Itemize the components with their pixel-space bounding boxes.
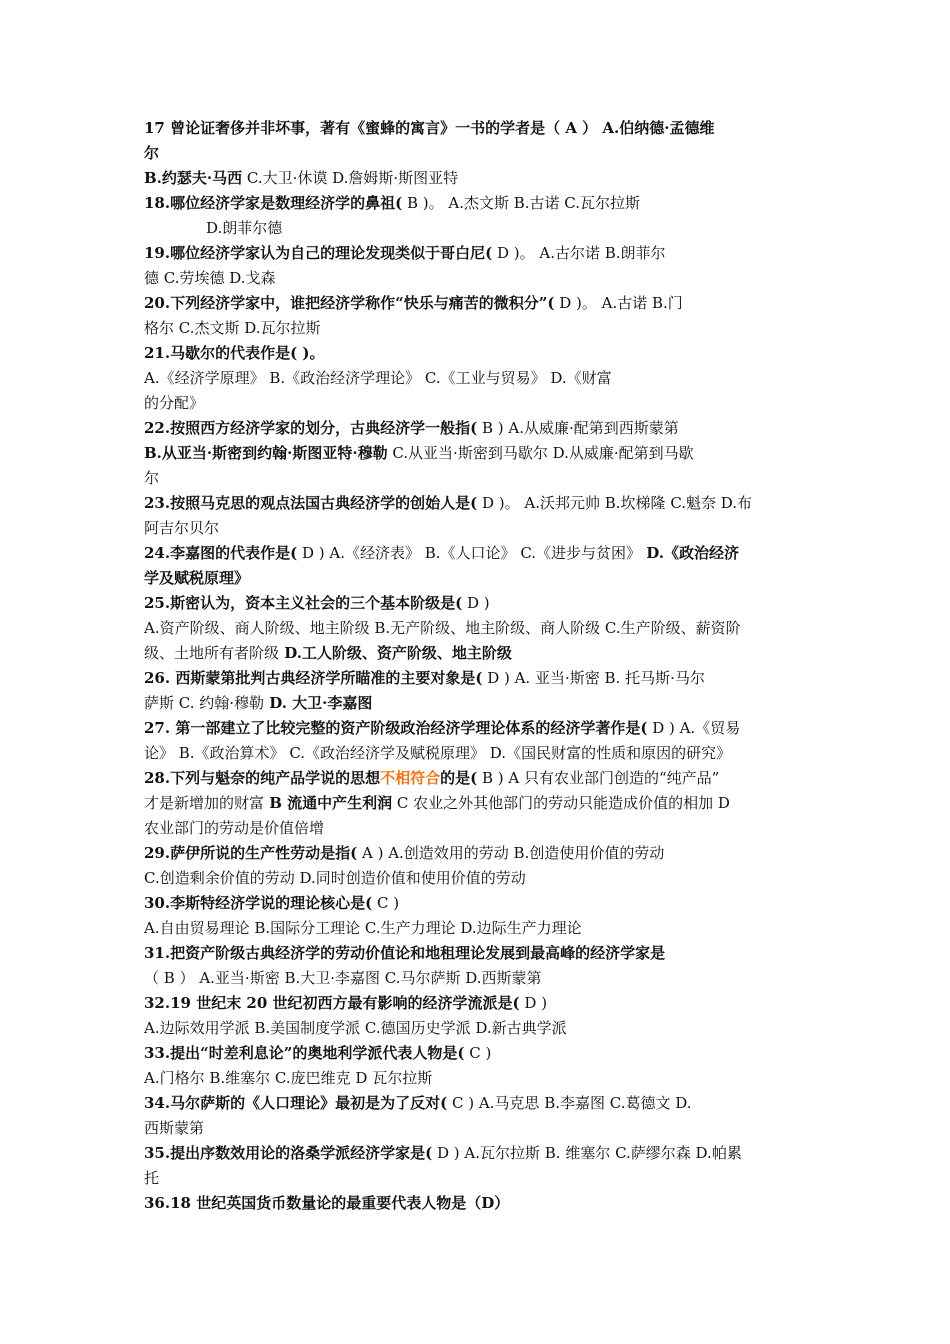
text-line: 17 曾论证奢侈并非坏事，著有《蜜蜂的寓言》一书的学者是（ A ） A.伯纳德·孟德维 [144,119,715,137]
text-line: 29.萨伊所说的生产性劳动是指( A ) A.创造效用的劳动 B.创造使用价值的劳动 [144,844,665,862]
text-line: A.自由贸易理论 B.国际分工理论 C.生产力理论 D.边际生产力理论 [144,919,582,937]
text-line: D.朗菲尔德 [206,219,283,237]
text-line: 德 C.劳埃德 D.戈森 [144,269,276,287]
text-line: 格尔 C.杰文斯 D.瓦尔拉斯 [144,319,321,337]
text-line: 级、土地所有者阶级 D.工人阶级、资产阶级、地主阶级 [144,644,512,662]
text-line: 农业部门的劳动是价值倍增 [144,819,325,837]
text-line: A.门格尔 B.维塞尔 C.庞巴维克 D 瓦尔拉斯 [144,1069,433,1087]
text-line: 尔 [144,469,160,487]
text-line: 23.按照马克思的观点法国古典经济学的创始人是( D )。 A.沃邦元帅 B.坎梯隆 C.魁奈 D.布 [144,494,753,512]
text-line: 27. 第一部建立了比较完整的资产阶级政治经济学理论体系的经济学著作是( D ) A.《贸易 [144,719,741,737]
text-line: 34.马尔萨斯的《人口理论》最初是为了反对( C ) A.马克思 B.李嘉图 C.葛德文 D. [144,1094,692,1112]
text-line: A.资产阶级、商人阶级、地主阶级 B.无产阶级、地主阶级、商人阶级 C.生产阶级、薪资阶 [144,619,741,637]
text-line: B.约瑟夫·马西 C.大卫·休谟 D.詹姆斯·斯图亚特 [144,169,459,187]
text-line: 才是新增加的财富 B 流通中产生利润 C 农业之外其他部门的劳动只能造成价值的相加 D [144,794,730,812]
text-line: 26. 西斯蒙第批判古典经济学所瞄准的主要对象是( D ) A. 亚当·斯密 B. 托马斯·马尔 [144,669,705,687]
text-line: 20.下列经济学家中，谁把经济学称作“快乐与痛苦的微积分”( D )。 A.古诺 B.门 [144,294,683,312]
highlighted-text: 不相符合 [380,769,441,787]
text-line: 论》 B.《政治算术》 C.《政治经济学及赋税原理》 D.《国民财富的性质和原因的研究》 [144,744,732,762]
text-line: 36.18 世纪英国货币数量论的最重要代表人物是（D） [144,1194,510,1212]
text-line: 尔 [144,144,160,162]
text-line: 西斯蒙第 [144,1119,205,1137]
text-line: 萨斯 C. 约翰·穆勒 D. 大卫·李嘉图 [144,694,373,712]
text-line: B.从亚当·斯密到约翰·斯图亚特·穆勒 C.从亚当·斯密到马歇尔 D.从威廉·配第到马歇 [144,444,694,462]
text-line: C.创造剩余价值的劳动 D.同时创造价值和使用价值的劳动 [144,869,526,887]
text-line: 31.把资产阶级古典经济学的劳动价值论和地租理论发展到最高峰的经济学家是 [144,944,666,962]
text-line: 22.按照西方经济学家的划分，古典经济学一般指( B ) A.从威廉·配第到西斯蒙第 [144,419,679,437]
text-line: 19.哪位经济学家认为自己的理论发现类似于哥白尼( D )。 A.古尔诺 B.朗菲尔 [144,244,666,262]
document-page [144,116,834,1216]
text-line: 学及赋税原理》 [144,569,250,587]
text-line: 24.李嘉图的代表作是( D ) A.《经济表》 B.《人口论》 C.《进步与贫困》 D.《政治经济 [144,544,739,562]
text-line: （ B ） A.亚当·斯密 B.大卫·李嘉图 C.马尔萨斯 D.西斯蒙第 [144,969,542,987]
text-line: 25.斯密认为，资本主义社会的三个基本阶级是( D ) [144,594,490,612]
text-line: A.《经济学原理》 B.《政治经济学理论》 C.《工业与贸易》 D.《财富 [144,369,612,387]
text-line: 33.提出“时差利息论”的奥地利学派代表人物是( C ) [144,1044,492,1062]
text-line: 18.哪位经济学家是数理经济学的鼻祖( B )。 A.杰文斯 B.古诺 C.瓦尔拉斯 [144,194,641,212]
text-line: 35.提出序数效用论的洛桑学派经济学家是( D ) A.瓦尔拉斯 B. 维塞尔 C.萨缪尔森 D.帕累 [144,1144,742,1162]
text-line: 32.19 世纪末 20 世纪初西方最有影响的经济学流派是( D ) [144,994,548,1012]
text-line: 托 [144,1169,160,1187]
text-line: 的分配》 [144,394,205,412]
text-line: 28.下列与魁奈的纯产品学说的思想不相符合的是( B ) A 只有农业部门创造的“纯产品” [144,769,720,787]
text-line: A.边际效用学派 B.美国制度学派 C.德国历史学派 D.新古典学派 [144,1019,567,1037]
text-line: 21.马歇尔的代表作是( )。 [144,344,325,362]
text-line: 阿吉尔贝尔 [144,519,220,537]
text-line: 30.李斯特经济学说的理论核心是( C ) [144,894,400,912]
